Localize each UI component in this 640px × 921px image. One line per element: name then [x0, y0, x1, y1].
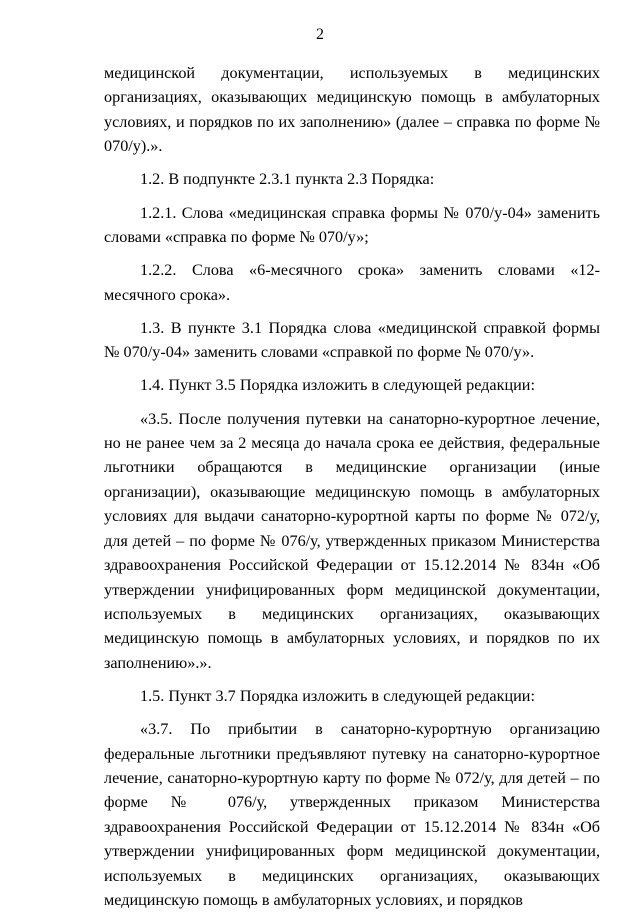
paragraph-1-2-2: 1.2.2. Слова «6-месячного срока» заменить словами «12-месячного срока».	[104, 261, 600, 304]
paragraph-1-2-1: 1.2.1. Слова «медицинская справка формы № 070/у-04» заменить словами «справка по форме № 070/у»;	[104, 203, 600, 247]
page-number: 2	[316, 26, 324, 43]
paragraph-1-3: 1.3. В пункте 3.1 Порядка слова «медицинской справкой формы № 070/у-04» заменить словами «справкой по форме № 070/у».	[104, 318, 600, 362]
paragraph-1-5: 1.5. Пункт 3.7 Порядка изложить в следующей редакции:	[140, 686, 535, 705]
paragraph-1-4: 1.4. Пункт 3.5 Порядка изложить в следующей редакции:	[140, 376, 535, 395]
paragraph-1-2: 1.2. В подпункте 2.3.1 пункта 2.3 Порядка:	[140, 170, 435, 189]
document-body	[104, 61, 600, 921]
paragraph-3-5-text: «3.5. После получения путевки на санаторно-курортное лечение, но не ранее чем за 2 месяца до начала срока ее действия, федеральные льготники обращаются в медицинские организации (иные организации), оказывающие медицинскую помощь в амбулаторных условиях для выдачи санаторно-курортной карты по форме № 072/у, для детей – по форме № 076/у, утвержденных приказом Министерства здравоохранения Российской Федерации от 15.12.2014 № 834н «Об утверждении унифицированных форм медицинской документации, используемых в медицинских организациях, оказывающих медицинскую помощь в амбулаторных условиях, и порядков по их заполнению».».	[104, 409, 600, 672]
paragraph-continuation: медицинской документации, используемых в медицинских организациях, оказывающих медицинскую помощь в амбулаторных условиях, и порядков по их заполнению» (далее – справка по форме № 070/у).».	[104, 64, 600, 156]
paragraph-3-7-text: «3.7. По прибытии в санаторно-курортную организацию федеральные льготники предъявляют путевку на санаторно-курортное лечение, санаторно-курортную карту по форме № 072/у, для детей – по форме № 076/у, утвержденных приказом Министерства здравоохранения Российской Федерации от 15.12.2014 № 834н «Об утверждении унифицированных форм медицинской документации, используемых в медицинских организациях, оказывающих медицинскую помощь в амбулаторных условиях, и порядков	[104, 720, 600, 909]
